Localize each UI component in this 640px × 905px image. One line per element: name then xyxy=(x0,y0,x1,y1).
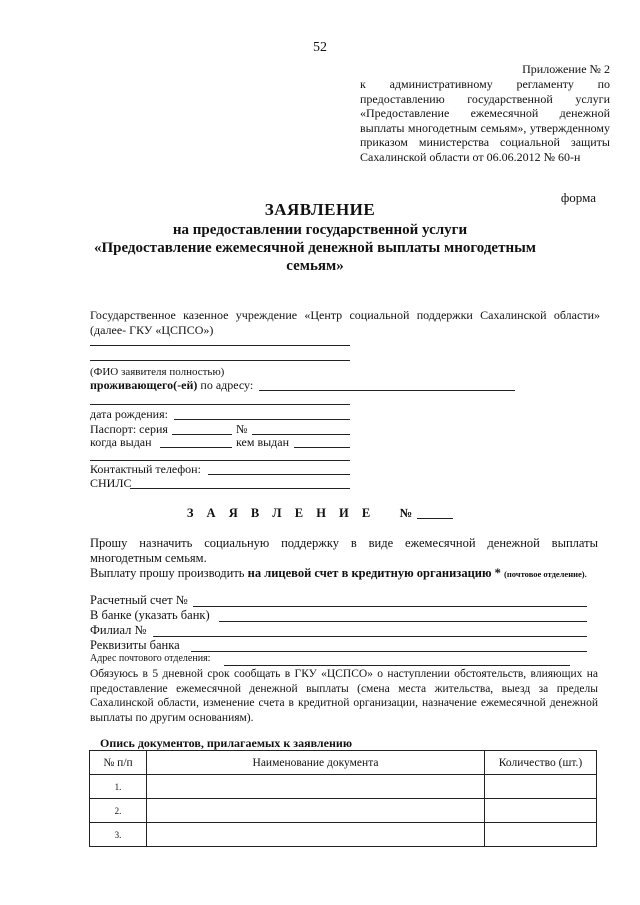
appendix-text: к административному регламенту по предоставлению государственной услуги «Предоставление ежемесячной денежной выплаты многодетным семьям», утвержденному приказом министерства социальной защиты Сахалинской области от 06.06.2012 № 60-н xyxy=(360,77,610,164)
birth-date-field[interactable] xyxy=(174,419,350,420)
application-number-title xyxy=(0,506,640,521)
birth-date-label: дата рождения: xyxy=(90,407,168,421)
document-title: ЗАЯВЛЕНИЕ xyxy=(264,200,376,219)
branch-label: Филиал № xyxy=(90,623,147,637)
fio-line-1[interactable] xyxy=(90,345,350,346)
table-row xyxy=(90,799,597,823)
passport-number-label: № xyxy=(236,422,248,436)
snils-label: СНИЛС xyxy=(90,476,132,490)
address-row xyxy=(90,378,253,393)
issued-by-field[interactable] xyxy=(294,447,350,448)
payment-bold: на лицевой счет в кредитную организацию xyxy=(247,566,492,580)
phone-field[interactable] xyxy=(208,474,350,475)
col-quantity-header: Количество (шт.) xyxy=(485,751,597,775)
table-header-row xyxy=(90,751,597,775)
documents-title: Опись документов, прилагаемых к заявлению xyxy=(100,736,352,750)
issued-by-line-2[interactable] xyxy=(90,460,350,461)
institution-name: Государственное казенное учреждение «Центр социальной поддержки Сахалинской области» (далее- ГКУ «ЦСПСО») xyxy=(90,308,600,337)
payment-intro: Выплату прошу производить xyxy=(90,566,245,580)
table-row xyxy=(90,823,597,847)
row-number: 1. xyxy=(90,775,147,799)
service-name: «Предоставление ежемесячной денежной выплаты многодетным семьям» xyxy=(93,240,537,274)
row-number: 2. xyxy=(90,799,147,823)
documents-table xyxy=(89,750,597,847)
snils-field[interactable] xyxy=(130,488,350,489)
address-line-2[interactable] xyxy=(90,404,350,405)
issued-by-label: кем выдан xyxy=(236,435,290,449)
appendix-title: Приложение № 2 xyxy=(522,62,610,76)
form-label: форма xyxy=(560,190,596,205)
application-number-field[interactable] xyxy=(417,518,453,519)
phone-label: Контактный телефон: xyxy=(90,462,201,476)
col-number-header: № п/п xyxy=(90,751,147,775)
post-office-field[interactable] xyxy=(224,665,570,666)
fio-label: (ФИО заявителя полностью) xyxy=(90,366,225,378)
application-number-label: З А Я В Л Е Н И Е № xyxy=(186,506,418,520)
payment-method xyxy=(90,567,598,581)
requisites-field[interactable] xyxy=(191,651,587,652)
table-row xyxy=(90,775,597,799)
issued-when-field[interactable] xyxy=(160,447,232,448)
document-name-cell[interactable] xyxy=(147,775,485,799)
bank-label: В банке (указать банк) xyxy=(90,608,210,622)
document-name-cell[interactable] xyxy=(147,799,485,823)
bank-field[interactable] xyxy=(219,621,587,622)
obligation-text: Обязуюсь в 5 дневной срок сообщать в ГКУ «ЦСПСО» о наступлении обстоятельств, влияющих на предоставление ежемесячной денежной выплаты (смена места жительства, выезд за пределы Сахалинской области, изменение счета в кредитной организации, назначение ежемесячной денежной выплаты по другим основаниям). xyxy=(90,668,598,724)
account-label: Расчетный счет № xyxy=(90,593,188,607)
address-field[interactable] xyxy=(259,390,515,391)
payment-star: * xyxy=(494,566,501,580)
passport-series-label: Паспорт: серия xyxy=(90,422,168,436)
quantity-cell[interactable] xyxy=(485,823,597,847)
issued-when-label: когда выдан xyxy=(90,435,152,449)
payment-note: (почтовое отделение). xyxy=(504,569,587,579)
requisites-label: Реквизиты банка xyxy=(90,638,180,652)
quantity-cell[interactable] xyxy=(485,799,597,823)
page-number: 52 xyxy=(313,40,327,55)
passport-series-field[interactable] xyxy=(172,434,232,435)
request-text: Прошу назначить социальную поддержку в виде ежемесячной денежной выплаты многодетным семьям. xyxy=(90,536,598,565)
residing-label: проживающего(-ей) xyxy=(90,378,198,392)
branch-field[interactable] xyxy=(153,636,587,637)
row-number: 3. xyxy=(90,823,147,847)
document-name-cell[interactable] xyxy=(147,823,485,847)
document-subtitle: на предоставлении государственной услуги xyxy=(172,222,468,238)
account-field[interactable] xyxy=(193,606,587,607)
post-office-label: Адрес почтового отделения: xyxy=(90,653,211,664)
fio-line-2[interactable] xyxy=(90,360,350,361)
col-name-header: Наименование документа xyxy=(147,751,485,775)
quantity-cell[interactable] xyxy=(485,775,597,799)
address-label: по адресу: xyxy=(200,378,254,392)
